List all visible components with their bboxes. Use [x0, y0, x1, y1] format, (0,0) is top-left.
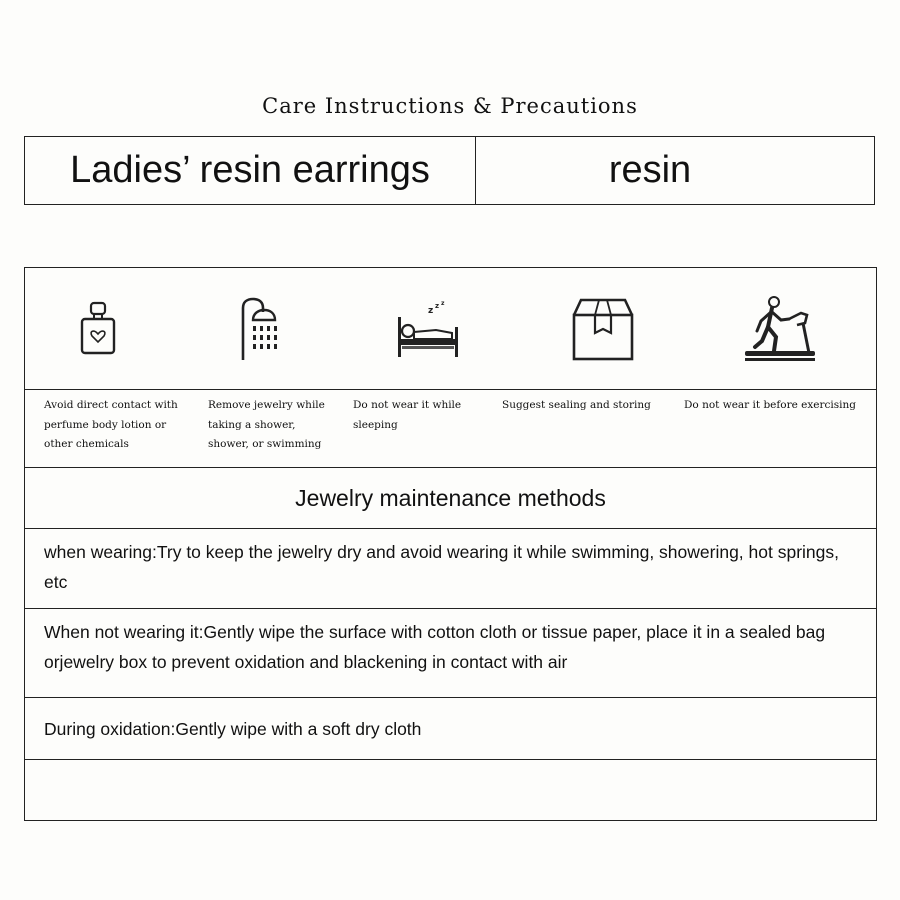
method-when-not-wearing: When not wearing it:Gently wipe the surface with cotton cloth or tissue paper, place it in a sealed bag orjewelry box to prevent oxidation and blackening in contact with air [25, 609, 876, 698]
treadmill-runner-icon [743, 294, 819, 364]
caption-sealing: Suggest sealing and storing [502, 399, 651, 411]
material-name: resin [608, 149, 692, 191]
method-when-wearing: when wearing:Try to keep the jewelry dry and avoid wearing it while swimming, showering, hot springs, etc [25, 529, 876, 609]
maintenance-heading: Jewelry maintenance methods [25, 468, 876, 529]
sleeping-bed-icon [395, 294, 461, 364]
page-title: Care Instructions & Precautions [262, 94, 638, 118]
svg-text:z: z [428, 306, 434, 316]
method-during-oxidation: During oxidation:Gently wipe with a soft dry cloth [25, 698, 876, 760]
caption-sleeping: Do not wear it while sleeping [353, 399, 462, 431]
caption-avoid-chemicals: Avoid direct contact with perfume body lotion or other chemicals [44, 399, 178, 450]
caption-row [25, 389, 876, 468]
shower-icon [233, 294, 293, 364]
product-header-table [24, 136, 875, 205]
perfume-bottle-icon [73, 294, 123, 364]
caption-exercising: Do not wear it before exercising [684, 399, 857, 411]
product-name: Ladies’ resin earrings [25, 137, 476, 204]
care-instructions-table [24, 267, 877, 821]
method-empty-row [25, 760, 876, 821]
icon-row [25, 268, 876, 390]
caption-remove-shower: Remove jewelry while taking a shower, shower, or swimming [208, 399, 325, 450]
sealed-box-icon [567, 294, 639, 364]
svg-text:z: z [441, 300, 445, 307]
svg-text:z: z [435, 302, 440, 310]
